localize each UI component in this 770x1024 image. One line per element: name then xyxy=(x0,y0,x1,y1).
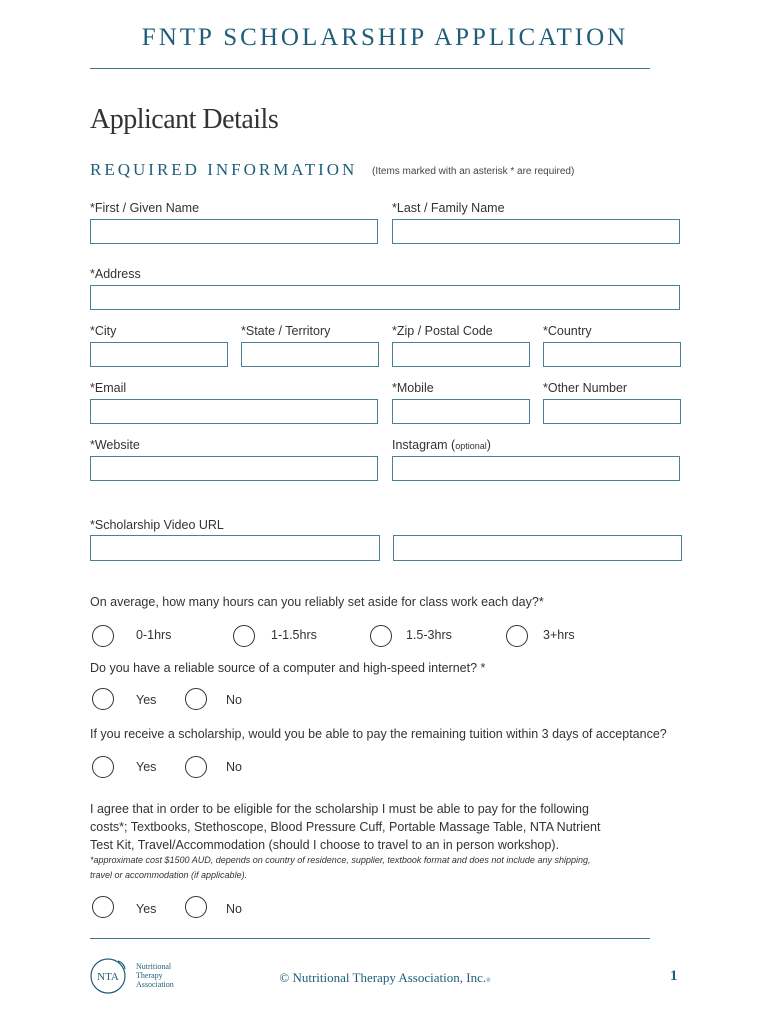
first-name-label: *First / Given Name xyxy=(90,201,200,215)
state-label: *State / Territory xyxy=(241,324,331,338)
logo-wordmark: Nutritional Therapy Association xyxy=(136,962,174,989)
computer-radio-no[interactable] xyxy=(185,688,207,710)
tuition-radio-no[interactable] xyxy=(185,756,207,778)
website-field[interactable] xyxy=(90,456,378,481)
logo-text: NTA xyxy=(97,971,119,983)
hours-option-label: 3+hrs xyxy=(543,628,575,642)
computer-question: Do you have a reliable source of a computer and high-speed internet? * xyxy=(90,661,486,675)
costs-agreement-text: I agree that in order to be eligible for the scholarship I must be able to pay for the following costs*; Textbooks, Stethoscope, Blood Pressure Cuff, Portable Massage Table, NTA Nutrient Test Kit, Travel/Accommodation (should I choose to travel to an in person workshop). xyxy=(90,802,601,852)
costs-no-label: No xyxy=(226,902,242,916)
country-label: *Country xyxy=(543,324,592,338)
page-title: FNTP SCHOLARSHIP APPLICATION xyxy=(141,24,629,51)
computer-yes-label: Yes xyxy=(136,693,157,707)
costs-yes-label: Yes xyxy=(136,902,157,916)
hours-question: On average, how many hours can you reliably set aside for class work each day?* xyxy=(90,595,544,609)
last-name-field[interactable] xyxy=(392,219,680,244)
hours-radio-1.5-3[interactable] xyxy=(370,625,392,647)
hours-radio-0-1[interactable] xyxy=(92,625,114,647)
last-name-label: *Last / Family Name xyxy=(392,201,505,215)
copyright: © Nutritional Therapy Association, Inc.® xyxy=(279,970,491,985)
tuition-radio-yes[interactable] xyxy=(92,756,114,778)
first-name-field[interactable] xyxy=(90,219,378,244)
tuition-no-label: No xyxy=(226,760,242,774)
costs-radio-no[interactable] xyxy=(185,896,207,918)
hours-radio-3plus[interactable] xyxy=(506,625,528,647)
mobile-field[interactable] xyxy=(392,399,530,424)
required-heading: REQUIRED INFORMATION xyxy=(90,160,358,179)
instagram-label: Instagram (optional) xyxy=(392,438,491,452)
tuition-yes-label: Yes xyxy=(136,760,157,774)
zip-label: *Zip / Postal Code xyxy=(392,324,493,338)
other-number-field[interactable] xyxy=(543,399,681,424)
costs-agreement-note: *approximate cost $1500 AUD, depends on country of residence, supplier, textbook format and does not include any shipping, travel or accommodation (if applicable). xyxy=(90,855,591,880)
address-label: *Address xyxy=(90,267,141,281)
email-label: *Email xyxy=(90,381,127,395)
hours-option-label: 1-1.5hrs xyxy=(271,628,317,642)
state-field[interactable] xyxy=(241,342,379,367)
zip-field[interactable] xyxy=(392,342,530,367)
city-label: *City xyxy=(90,324,117,338)
page-number: 1 xyxy=(670,968,678,984)
computer-radio-yes[interactable] xyxy=(92,688,114,710)
video-url-field-2[interactable] xyxy=(393,535,682,561)
hours-option-label: 1.5-3hrs xyxy=(406,628,452,642)
city-field[interactable] xyxy=(90,342,228,367)
country-field[interactable] xyxy=(543,342,681,367)
tuition-question: If you receive a scholarship, would you be able to pay the remaining tuition within 3 days of acceptance? xyxy=(90,727,667,741)
instagram-field[interactable] xyxy=(392,456,680,481)
other-number-label: *Other Number xyxy=(543,381,628,395)
address-field[interactable] xyxy=(90,285,680,310)
footer-divider xyxy=(90,938,650,939)
email-field[interactable] xyxy=(90,399,378,424)
computer-no-label: No xyxy=(226,693,242,707)
mobile-label: *Mobile xyxy=(392,381,434,395)
video-url-label: *Scholarship Video URL xyxy=(90,518,224,532)
hours-radio-1-1.5[interactable] xyxy=(233,625,255,647)
website-label: *Website xyxy=(90,438,140,452)
section-title: Applicant Details xyxy=(90,104,279,135)
costs-radio-yes[interactable] xyxy=(92,896,114,918)
hours-option-label: 0-1hrs xyxy=(136,628,172,642)
required-note: (Items marked with an asterisk * are required) xyxy=(372,166,575,177)
header-divider xyxy=(90,68,650,69)
video-url-field[interactable] xyxy=(90,535,380,561)
